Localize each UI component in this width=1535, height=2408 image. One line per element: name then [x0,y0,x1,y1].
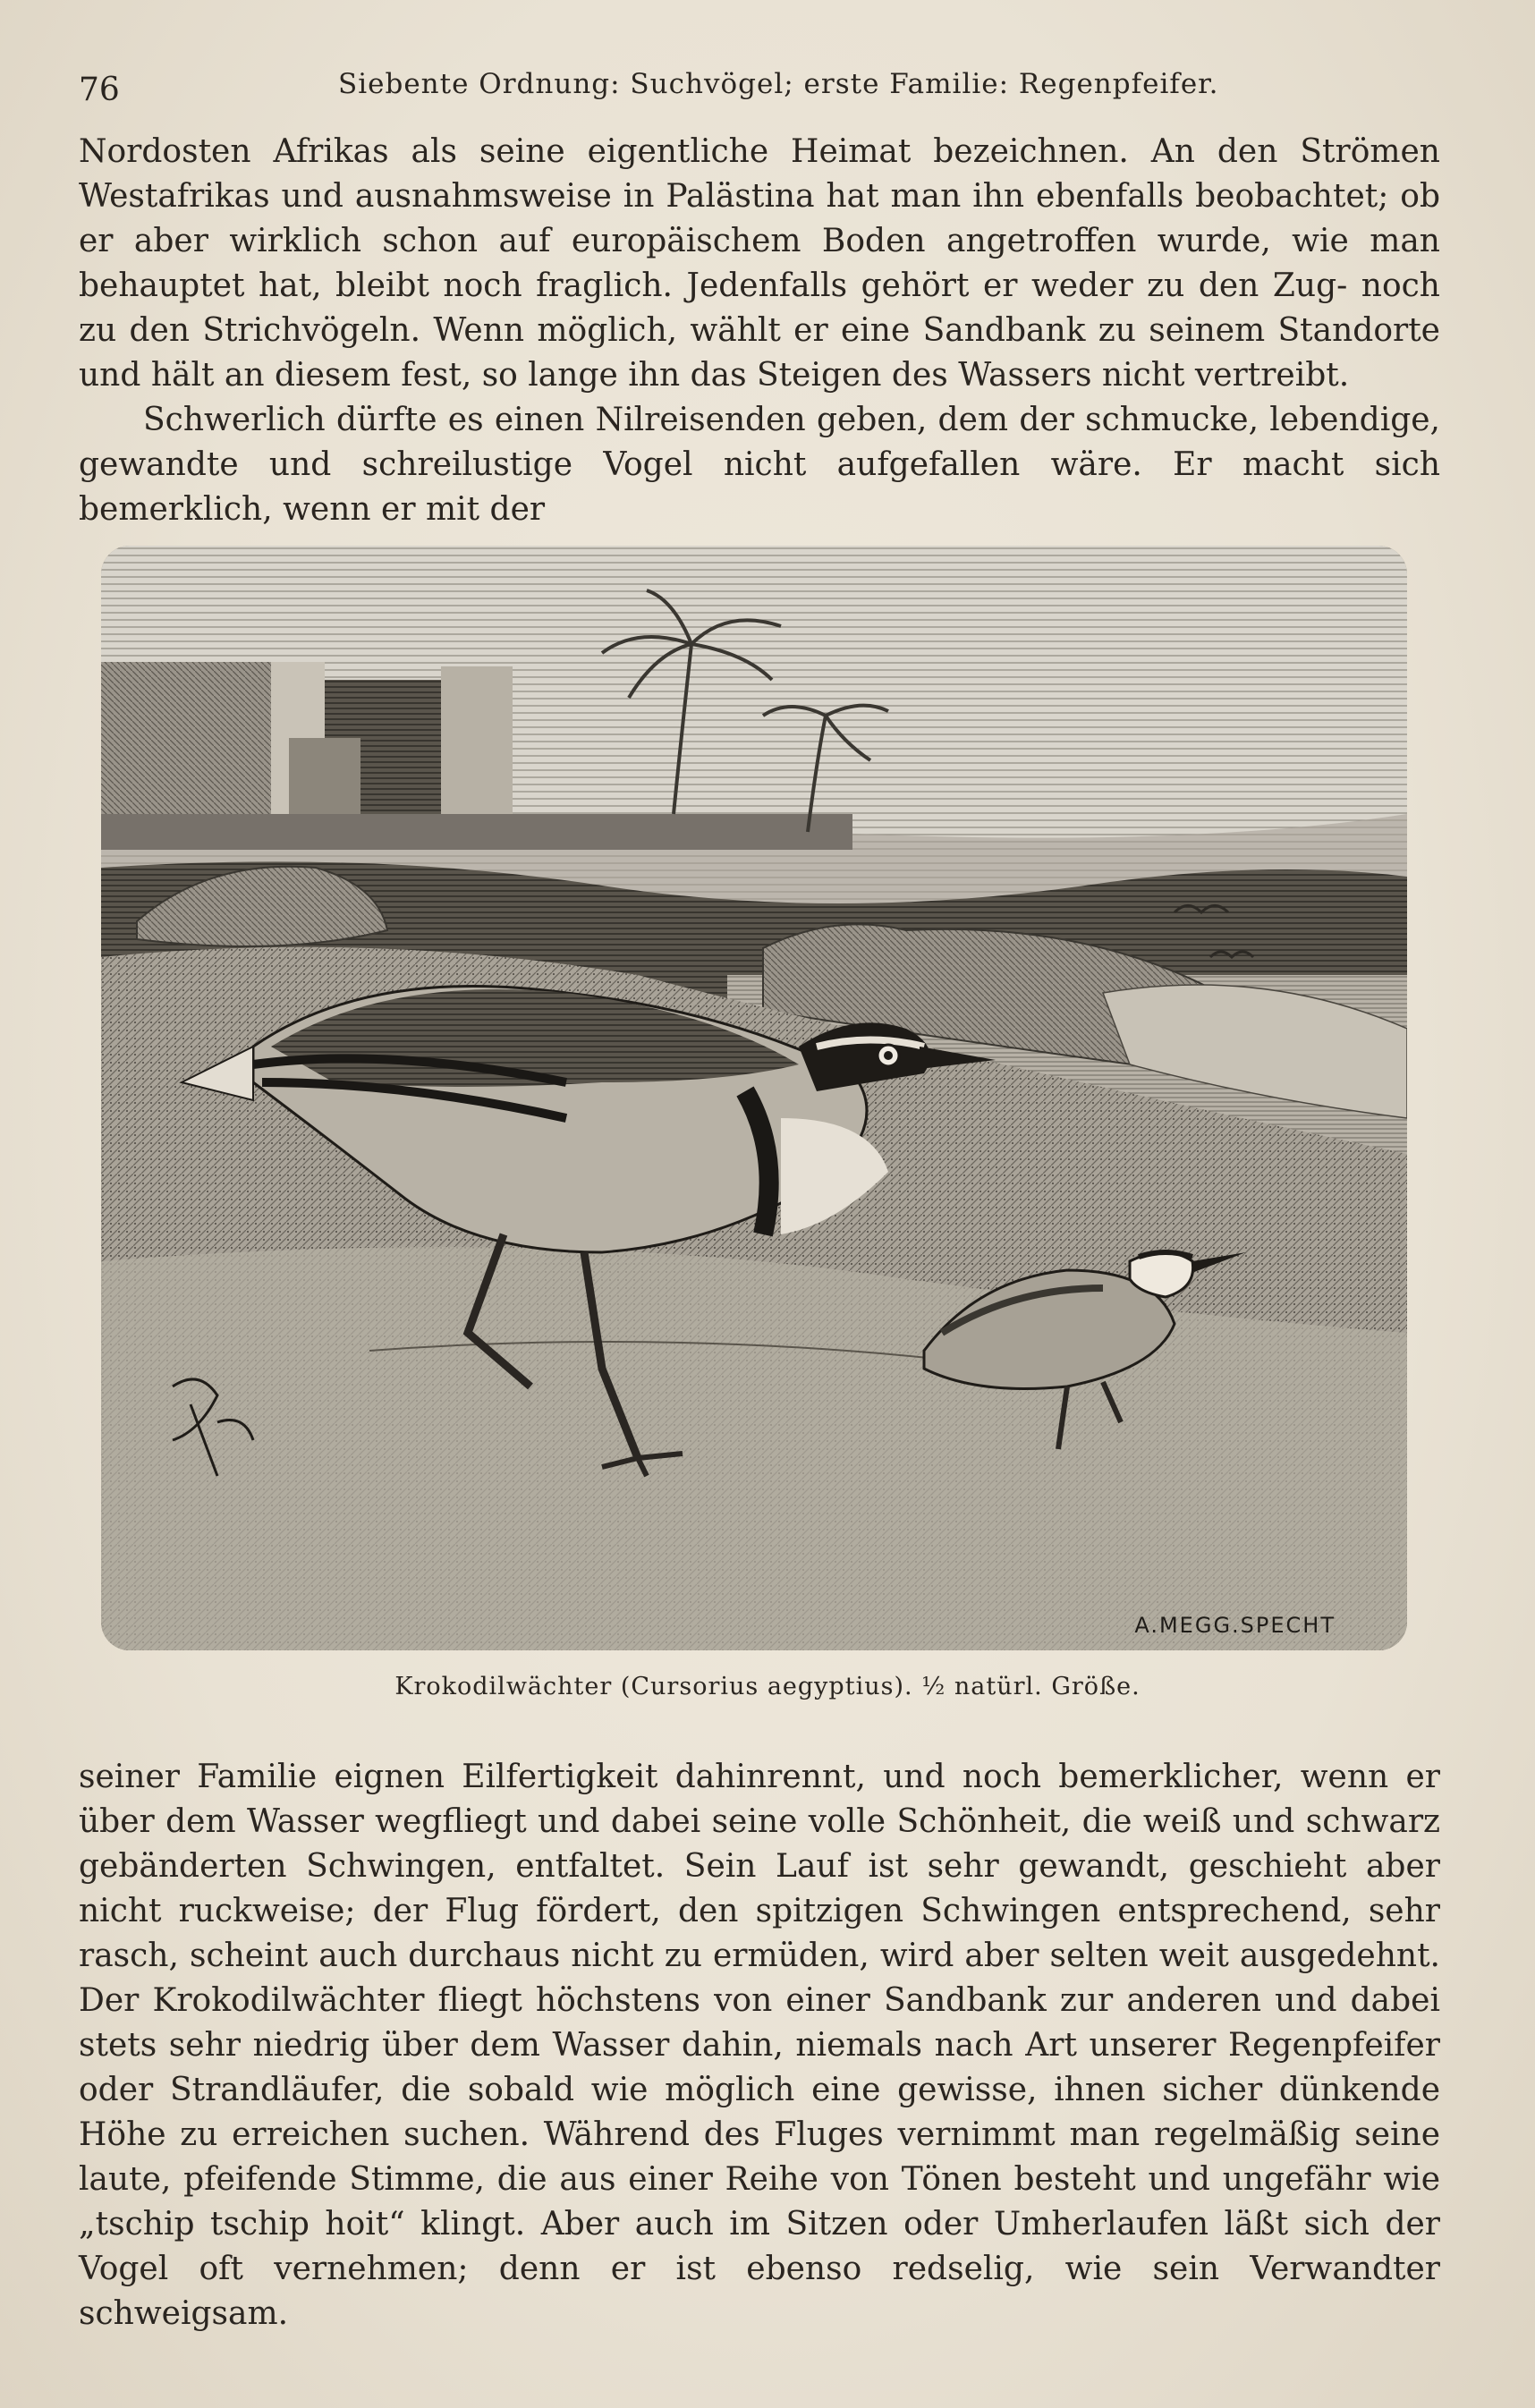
illustration-courser-birds [101,546,1407,1650]
page-header [79,63,1438,116]
running-head: Siebente Ordnung: Suchvögel; erste Familie: Regenpfeifer. [338,68,1219,100]
paragraph: Nordosten Afrikas als seine eigentliche Heimat bezeichnen. An den Strömen Westafrikas und ausnahmsweise in Palästina hat man ihn ebenfalls beobachtet; ob er aber wirklich schon auf europäischem Boden angetroffen wurde, wie man behauptet hat, bleibt noch fraglich. Jedenfalls gehört er weder zu den Zug- noch zu den Strichvögeln. Wenn möglich, wählt er eine Sandbank zu seinem Standorte und hält an diesem fest, so lange ihn das Steigen des Wassers nicht vertreibt. [79,133,1440,394]
figure-caption: Krokodilwächter (Cursorius aegyptius). ½ natürl. Größe. [394,1673,1141,1700]
text-block-top [79,130,1440,532]
text-block-bottom [79,1755,1440,2336]
paragraph: Schwerlich dürfte es einen Nilreisenden geben, dem der schmucke, lebendige, gewandte und schreilustige Vogel nicht aufgefallen wäre. Er macht sich bemerklich, wenn er mit der [79,402,1440,528]
page-number: 76 [79,72,120,108]
paragraph: seiner Familie eignen Eilfertigkeit dahinrennt, und noch bemerklicher, wenn er über dem Wasser wegfliegt und dabei seine volle Schönheit, die weiß und schwarz gebänderten Schwingen, entfaltet. Sein Lauf ist sehr gewandt, geschieht aber nicht ruckweise; der Flug fördert, den spitzigen Schwingen entsprechend, sehr rasch, scheint auch durchaus nicht zu ermüden, wird aber selten weit ausgedehnt. Der Krokodilwächter fliegt höchstens von einer Sandbank zur anderen und dabei stets sehr niedrig über dem Wasser dahin, niemals nach Art unserer Regenpfeifer oder Strandläufer, die sobald wie möglich eine gewisse, ihnen sicher dünkende Höhe zu erreichen suchen. Während des Fluges vernimmt man regelmäßig seine laute, pfeifende Stimme, die aus einer Reihe von Tönen besteht und ungefähr wie „tschip tschip hoit“ klingt. Aber auch im Sitzen oder Umherlaufen läßt sich der Vogel oft vernehmen; denn er ist ebenso redselig, wie sein Verwandter schweigsam. [79,1759,1440,2332]
engraver-signature: A.MEGG.SPECHT [1134,1613,1336,1638]
